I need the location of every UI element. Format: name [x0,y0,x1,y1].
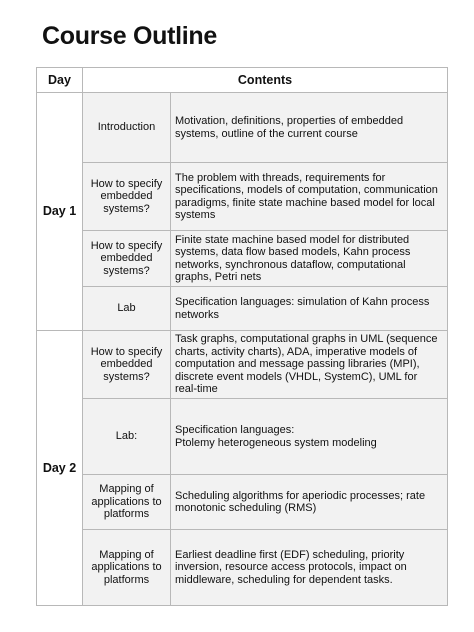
topic-cell: How to specify embedded systems? [83,231,171,287]
content-cell: The problem with threads, requirements for specifications, models of computation, communication paradigms, finite state machine based model for local systems [171,163,448,231]
content-cell: Earliest deadline first (EDF) scheduling, priority inversion, resource access protocols, impact on middleware, scheduling for dependent tasks. [171,530,448,606]
column-header-day: Day [37,68,83,93]
topic-cell: Lab: [83,399,171,475]
content-cell: Task graphs, computational graphs in UML (sequence charts, activity charts), ADA, imperative models of computation and message passing libraries (MPI), discrete event models (VHDL, SystemC), UML for real-time [171,331,448,399]
table-row [37,530,448,606]
table-row [37,163,448,231]
table-row [37,93,448,163]
topic-cell: Lab [83,287,171,331]
content-cell: Motivation, definitions, properties of embedded systems, outline of the current course [171,93,448,163]
content-line: Specification languages: [175,424,295,436]
table-row [37,231,448,287]
content-cell: Specification languages: simulation of Kahn process networks [171,287,448,331]
topic-cell: Mapping of applications to platforms [83,475,171,530]
content-line: Ptolemy heterogeneous system modeling [175,436,377,449]
topic-cell: How to specify embedded systems? [83,331,171,399]
course-outline-table [36,67,448,606]
topic-cell: How to specify embedded systems? [83,163,171,231]
day-cell: Day 2 [37,331,83,606]
table-header-row [37,68,448,93]
table-row [37,475,448,530]
topic-cell: Introduction [83,93,171,163]
day-cell: Day 1 [37,93,83,331]
page-title: Course Outline [42,22,217,50]
table-row [37,399,448,475]
content-cell: Finite state machine based model for distributed systems, data flow based models, Kahn process networks, synchronous dataflow, computational graphs, Petri nets [171,231,448,287]
content-cell [171,399,448,475]
table-row [37,287,448,331]
content-cell: Scheduling algorithms for aperiodic processes; rate monotonic scheduling (RMS) [171,475,448,530]
table-row [37,331,448,399]
topic-cell: Mapping of applications to platforms [83,530,171,606]
column-header-contents: Contents [83,68,448,93]
